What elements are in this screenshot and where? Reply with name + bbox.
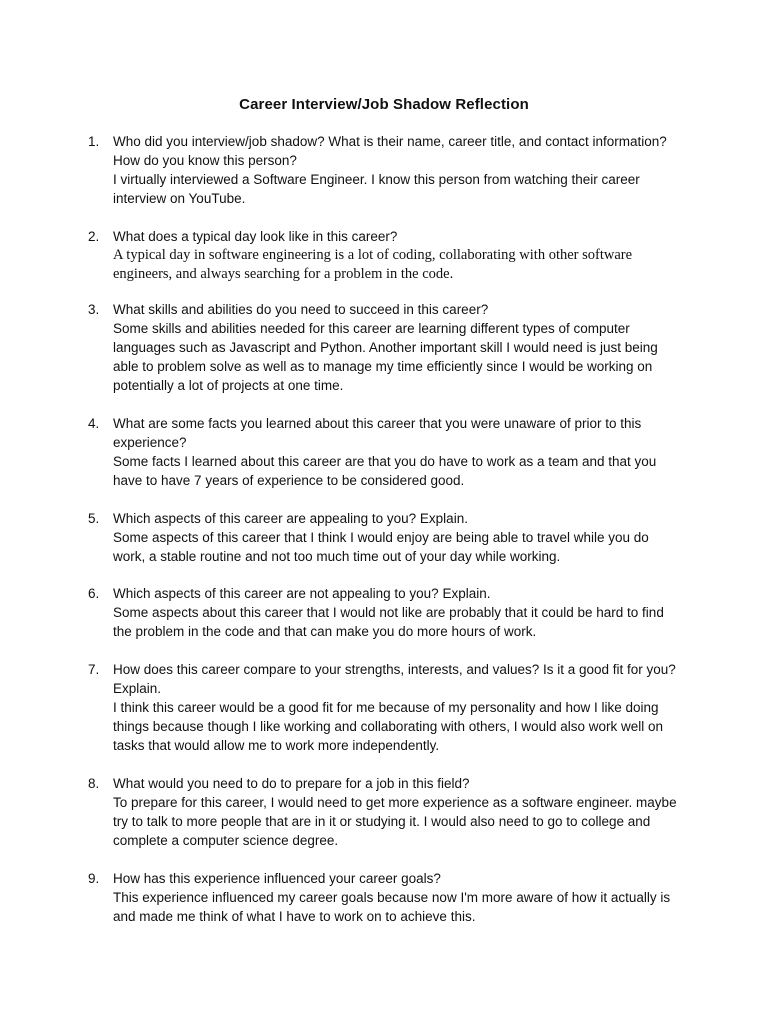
question-text: How does this career compare to your strengths, interests, and values? Is it a good fit for you? Explain.	[113, 662, 676, 696]
question-number: 3.	[88, 302, 100, 317]
question-number: 1.	[88, 134, 100, 149]
question-number: 8.	[88, 776, 100, 791]
answer-text: Some aspects of this career that I think I would enjoy are being able to travel while you do work, a stable routine and not too much time out of your day while working.	[113, 530, 649, 564]
answer-text: This experience influenced my career goals because now I'm more aware of how it actually is and made me think of what I have to work on to achieve this.	[113, 890, 671, 924]
answer-text: To prepare for this career, I would need to get more experience as a software engineer. maybe try to talk to more people that are in it or studying it. I would also need to go to college and complete a computer science degree.	[113, 795, 677, 848]
question-text: Which aspects of this career are not appealing to you? Explain.	[113, 586, 491, 601]
answer-text: I virtually interviewed a Software Engineer. I know this person from watching their career interview on YouTube.	[113, 172, 640, 206]
question-text: How has this experience influenced your career goals?	[113, 871, 441, 886]
question-text: What are some facts you learned about this career that you were unaware of prior to this experience?	[113, 416, 642, 450]
answer-text: I think this career would be a good fit for me because of my personality and how I like doing things because though I like working and collaborating with others, I would also work well on tasks that would allow me to work more independently.	[113, 700, 664, 753]
answer-text: Some skills and abilities needed for this career are learning different types of computer languages such as Javascript and Python. Another important skill I would need is just being able to problem solve as well as to manage my time efficiently since I would be working on potentially a lot of projects at one time.	[113, 321, 658, 393]
question-number: 5.	[88, 511, 100, 526]
question-text: What would you need to do to prepare for a job in this field?	[113, 776, 470, 791]
question-number: 7.	[88, 662, 100, 677]
question-text: What skills and abilities do you need to succeed in this career?	[113, 302, 489, 317]
answer-text: Some facts I learned about this career are that you do have to work as a team and that you have to have 7 years of experience to be considered good.	[113, 454, 657, 488]
question-number: 9.	[88, 871, 100, 886]
question-text: Which aspects of this career are appealing to you? Explain.	[113, 511, 468, 526]
question-number: 6.	[88, 586, 100, 601]
answer-text: A typical day in software engineering is a lot of coding, collaborating with other software engineers, and always searching for a problem in the code.	[113, 247, 633, 282]
question-text: What does a typical day look like in this career?	[113, 229, 398, 244]
question-number: 2.	[88, 229, 100, 244]
question-text: Who did you interview/job shadow? What is their name, career title, and contact information? How do you know this person?	[113, 134, 667, 168]
question-number: 4.	[88, 416, 100, 431]
answer-text: Some aspects about this career that I would not like are probably that it could be hard to find the problem in the code and that can make you do more hours of work.	[113, 605, 664, 639]
page-title: Career Interview/Job Shadow Reflection	[239, 96, 529, 113]
